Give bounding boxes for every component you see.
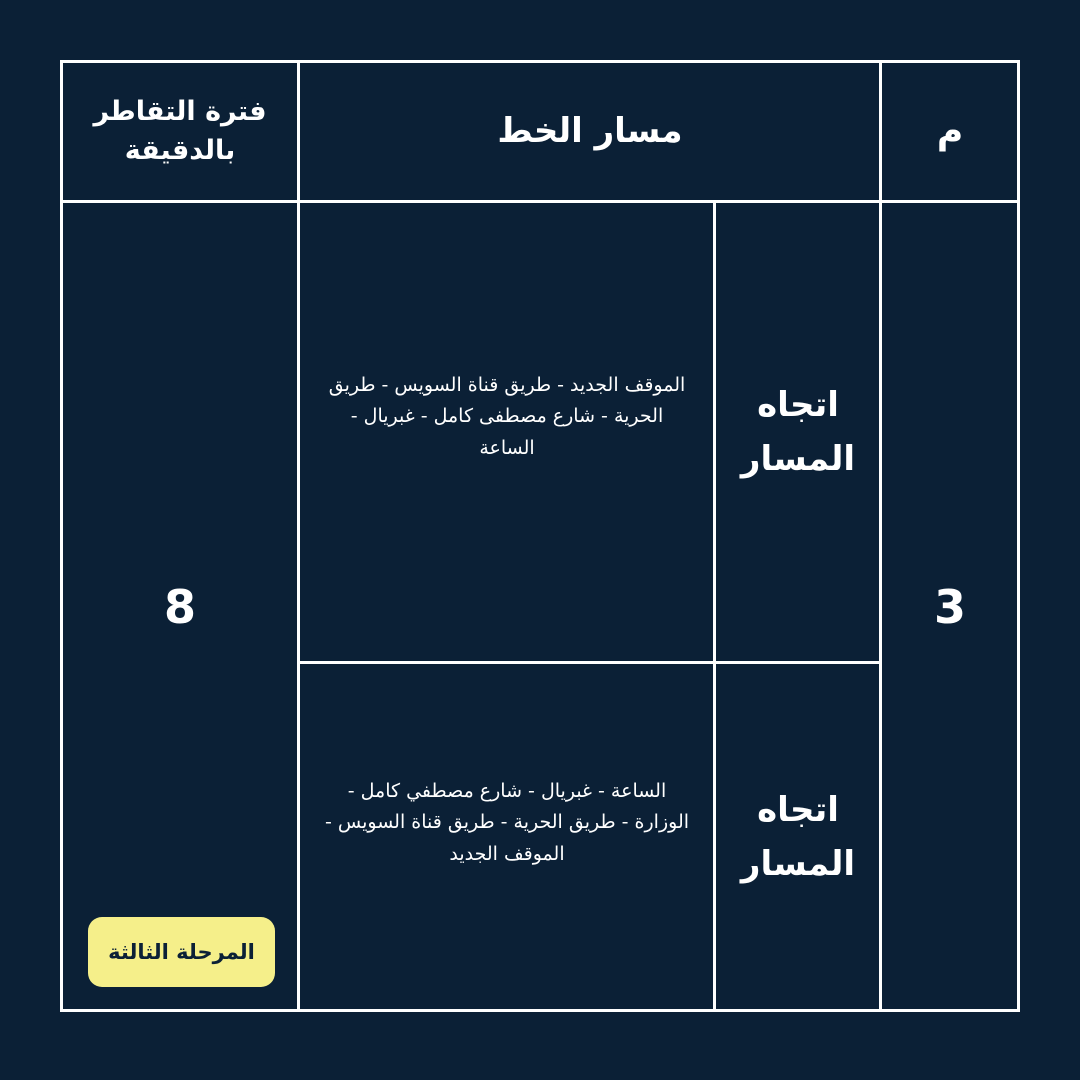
direction-label-line1: اتجاه [757,789,839,830]
route-stops-1: الموقف الجديد - طريق قناة السويس - طريق الحرية - شارع مصطفى كامل - غبريال - الساعة [328,374,686,459]
direction-label-line2: المسار [740,844,856,884]
route-stops-cell-2 [300,776,714,876]
header-route-label: مسار الخط [497,111,683,151]
interval-value: 8 [163,579,196,634]
phase-badge-label: المرحلة الثالثة [108,940,255,964]
direction-label-1 [741,378,855,487]
interval-value-cell [62,203,298,1010]
route-stops-cell-1 [300,370,714,470]
direction-label-line2: المسار [740,439,856,479]
header-interval-label [93,92,266,170]
header-interval-cell [62,62,298,200]
direction-label-line1: اتجاه [757,384,839,425]
direction-label-cell-2 [716,664,880,1010]
direction-label-cell-1 [716,203,880,661]
header-route-cell [300,62,880,200]
row-number: 3 [933,579,966,634]
phase-badge [88,917,275,987]
header-interval-label-line1: فترة التقاطر [93,95,267,127]
row-number-cell [882,203,1018,1010]
header-index-cell [882,62,1018,200]
direction-label-2 [741,783,855,892]
header-interval-label-line2: بالدقيقة [124,135,236,166]
header-index-label: م [936,110,964,152]
route-stops-2: الساعة - غبريال - شارع مصطفي كامل - الوزارة - طريق الحرية - طريق قناة السويس - الموقف الجديد [324,780,690,865]
